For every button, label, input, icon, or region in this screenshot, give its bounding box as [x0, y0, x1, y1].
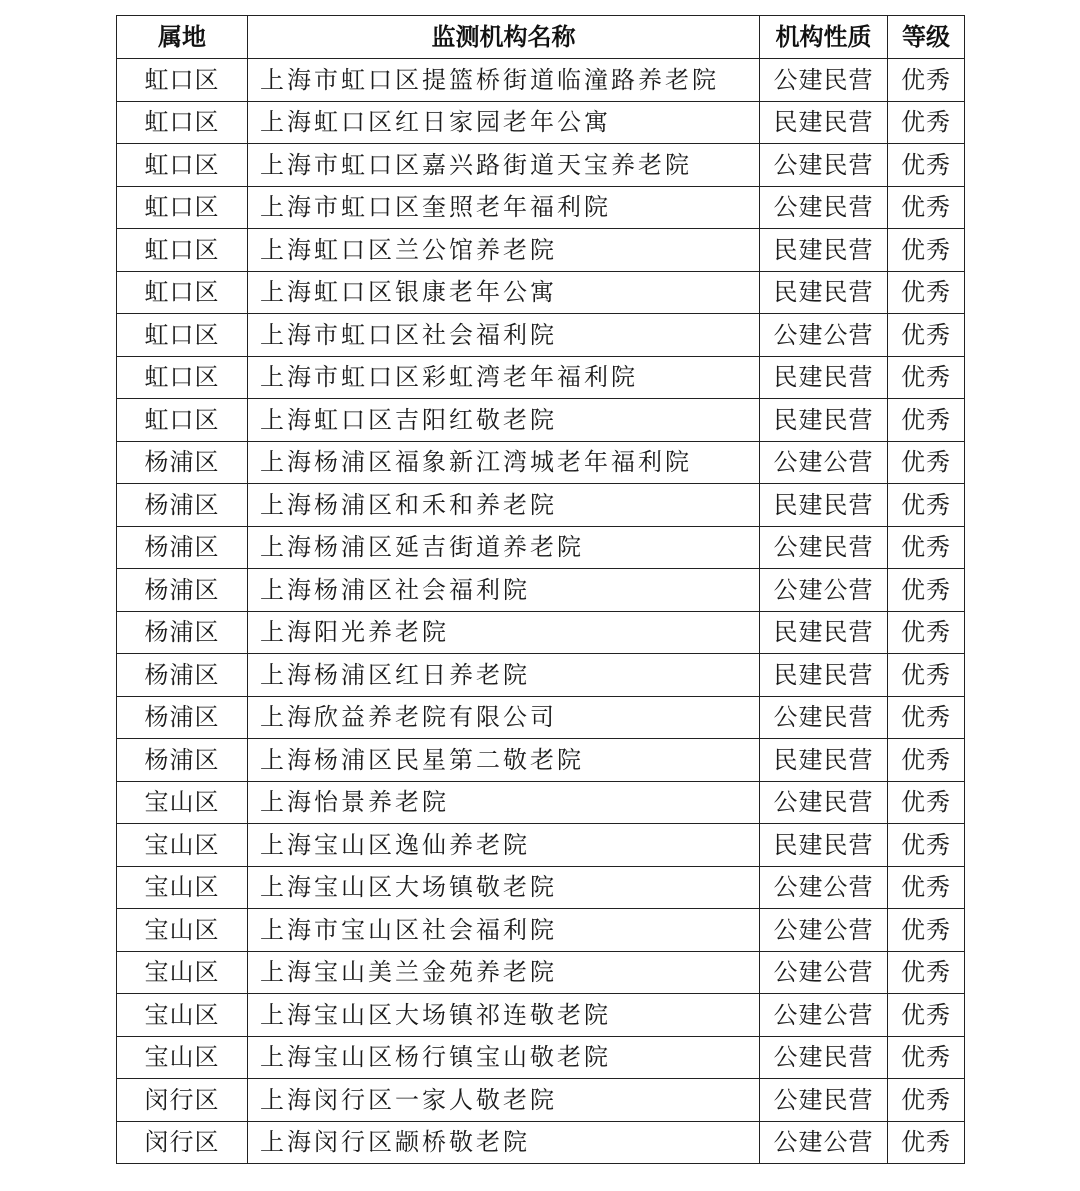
institution-name-cell: 上海闵行区颛桥敬老院: [248, 1121, 760, 1164]
table-row: [117, 144, 965, 187]
district-cell: 杨浦区: [117, 526, 248, 569]
grade-cell: 优秀: [888, 229, 965, 272]
document-sheet: [116, 15, 964, 1164]
institution-nature-cell: 民建民营: [760, 356, 888, 399]
grade-cell: 优秀: [888, 569, 965, 612]
table-row: [117, 781, 965, 824]
institution-nature-cell: 公建公营: [760, 994, 888, 1037]
district-cell: 杨浦区: [117, 441, 248, 484]
institution-nature-cell: 公建公营: [760, 314, 888, 357]
district-cell: 宝山区: [117, 781, 248, 824]
district-cell: 虹口区: [117, 356, 248, 399]
table-row: [117, 1036, 965, 1079]
table-row: [117, 526, 965, 569]
table-row: [117, 569, 965, 612]
table-row: [117, 994, 965, 1037]
grade-cell: 优秀: [888, 526, 965, 569]
institution-nature-cell: 公建公营: [760, 1121, 888, 1164]
institution-nature-cell: 公建民营: [760, 144, 888, 187]
table-row: [117, 654, 965, 697]
institution-name-cell: 上海虹口区银康老年公寓: [248, 271, 760, 314]
institution-nature-cell: 民建民营: [760, 101, 888, 144]
district-cell: 虹口区: [117, 271, 248, 314]
district-cell: 闵行区: [117, 1079, 248, 1122]
district-cell: 宝山区: [117, 1036, 248, 1079]
grade-cell: 优秀: [888, 781, 965, 824]
grade-cell: 优秀: [888, 654, 965, 697]
table-row: [117, 229, 965, 272]
institution-nature-cell: 公建民营: [760, 526, 888, 569]
institution-nature-cell: 公建民营: [760, 781, 888, 824]
institution-name-cell: 上海宝山区逸仙养老院: [248, 824, 760, 867]
grade-cell: 优秀: [888, 739, 965, 782]
grade-cell: 优秀: [888, 1121, 965, 1164]
district-cell: 杨浦区: [117, 569, 248, 612]
table-body: [117, 59, 965, 1164]
institution-name-cell: 上海杨浦区红日养老院: [248, 654, 760, 697]
grade-cell: 优秀: [888, 824, 965, 867]
district-cell: 虹口区: [117, 399, 248, 442]
header-nature: 机构性质: [760, 16, 888, 59]
institution-nature-cell: 民建民营: [760, 484, 888, 527]
table-row: [117, 1079, 965, 1122]
table-row: [117, 484, 965, 527]
institution-name-cell: 上海宝山区大场镇祁连敬老院: [248, 994, 760, 1037]
district-cell: 虹口区: [117, 101, 248, 144]
institution-nature-cell: 公建公营: [760, 569, 888, 612]
institution-name-cell: 上海虹口区红日家园老年公寓: [248, 101, 760, 144]
grade-cell: 优秀: [888, 356, 965, 399]
grade-cell: 优秀: [888, 1079, 965, 1122]
institution-nature-cell: 民建民营: [760, 654, 888, 697]
institution-nature-cell: 民建民营: [760, 824, 888, 867]
institution-name-cell: 上海虹口区兰公馆养老院: [248, 229, 760, 272]
district-cell: 闵行区: [117, 1121, 248, 1164]
district-cell: 虹口区: [117, 59, 248, 102]
grade-cell: 优秀: [888, 314, 965, 357]
institution-name-cell: 上海市虹口区奎照老年福利院: [248, 186, 760, 229]
institution-nature-cell: 民建民营: [760, 739, 888, 782]
district-cell: 虹口区: [117, 144, 248, 187]
institution-name-cell: 上海阳光养老院: [248, 611, 760, 654]
grade-cell: 优秀: [888, 951, 965, 994]
institution-name-cell: 上海怡景养老院: [248, 781, 760, 824]
header-name: 监测机构名称: [248, 16, 760, 59]
institution-name-cell: 上海市虹口区社会福利院: [248, 314, 760, 357]
table-row: [117, 611, 965, 654]
grade-cell: 优秀: [888, 441, 965, 484]
table-row: [117, 356, 965, 399]
institution-nature-cell: 公建民营: [760, 696, 888, 739]
grade-cell: 优秀: [888, 271, 965, 314]
grade-cell: 优秀: [888, 186, 965, 229]
institution-table: [116, 15, 965, 1164]
table-row: [117, 739, 965, 782]
institution-name-cell: 上海市虹口区嘉兴路街道天宝养老院: [248, 144, 760, 187]
institution-name-cell: 上海虹口区吉阳红敬老院: [248, 399, 760, 442]
district-cell: 宝山区: [117, 994, 248, 1037]
institution-name-cell: 上海欣益养老院有限公司: [248, 696, 760, 739]
institution-nature-cell: 公建民营: [760, 59, 888, 102]
table-row: [117, 271, 965, 314]
institution-nature-cell: 公建公营: [760, 951, 888, 994]
grade-cell: 优秀: [888, 399, 965, 442]
header-row: [117, 16, 965, 59]
institution-name-cell: 上海宝山区大场镇敬老院: [248, 866, 760, 909]
district-cell: 杨浦区: [117, 611, 248, 654]
table-row: [117, 824, 965, 867]
institution-nature-cell: 公建民营: [760, 1036, 888, 1079]
table-row: [117, 909, 965, 952]
institution-nature-cell: 民建民营: [760, 229, 888, 272]
institution-name-cell: 上海市虹口区彩虹湾老年福利院: [248, 356, 760, 399]
institution-name-cell: 上海闵行区一家人敬老院: [248, 1079, 760, 1122]
grade-cell: 优秀: [888, 484, 965, 527]
grade-cell: 优秀: [888, 696, 965, 739]
district-cell: 杨浦区: [117, 484, 248, 527]
district-cell: 宝山区: [117, 951, 248, 994]
institution-nature-cell: 民建民营: [760, 271, 888, 314]
institution-name-cell: 上海宝山区杨行镇宝山敬老院: [248, 1036, 760, 1079]
district-cell: 宝山区: [117, 866, 248, 909]
institution-nature-cell: 民建民营: [760, 611, 888, 654]
grade-cell: 优秀: [888, 909, 965, 952]
grade-cell: 优秀: [888, 59, 965, 102]
institution-nature-cell: 公建公营: [760, 441, 888, 484]
institution-name-cell: 上海杨浦区福象新江湾城老年福利院: [248, 441, 760, 484]
table-row: [117, 441, 965, 484]
district-cell: 虹口区: [117, 314, 248, 357]
district-cell: 杨浦区: [117, 696, 248, 739]
grade-cell: 优秀: [888, 144, 965, 187]
institution-name-cell: 上海杨浦区民星第二敬老院: [248, 739, 760, 782]
institution-name-cell: 上海杨浦区和禾和养老院: [248, 484, 760, 527]
district-cell: 宝山区: [117, 909, 248, 952]
institution-name-cell: 上海杨浦区延吉街道养老院: [248, 526, 760, 569]
table-row: [117, 951, 965, 994]
table-row: [117, 186, 965, 229]
institution-name-cell: 上海市宝山区社会福利院: [248, 909, 760, 952]
grade-cell: 优秀: [888, 101, 965, 144]
header-district: 属地: [117, 16, 248, 59]
institution-nature-cell: 民建民营: [760, 399, 888, 442]
table-row: [117, 696, 965, 739]
table-row: [117, 866, 965, 909]
grade-cell: 优秀: [888, 1036, 965, 1079]
institution-name-cell: 上海市虹口区提篮桥街道临潼路养老院: [248, 59, 760, 102]
institution-nature-cell: 公建民营: [760, 186, 888, 229]
district-cell: 虹口区: [117, 229, 248, 272]
grade-cell: 优秀: [888, 994, 965, 1037]
table-header: [117, 16, 965, 59]
grade-cell: 优秀: [888, 866, 965, 909]
district-cell: 虹口区: [117, 186, 248, 229]
institution-name-cell: 上海宝山美兰金苑养老院: [248, 951, 760, 994]
institution-name-cell: 上海杨浦区社会福利院: [248, 569, 760, 612]
table-row: [117, 314, 965, 357]
grade-cell: 优秀: [888, 611, 965, 654]
district-cell: 宝山区: [117, 824, 248, 867]
table-row: [117, 399, 965, 442]
district-cell: 杨浦区: [117, 739, 248, 782]
table-row: [117, 59, 965, 102]
header-grade: 等级: [888, 16, 965, 59]
table-row: [117, 1121, 965, 1164]
district-cell: 杨浦区: [117, 654, 248, 697]
table-row: [117, 101, 965, 144]
institution-nature-cell: 公建公营: [760, 866, 888, 909]
institution-nature-cell: 公建公营: [760, 909, 888, 952]
institution-nature-cell: 公建民营: [760, 1079, 888, 1122]
